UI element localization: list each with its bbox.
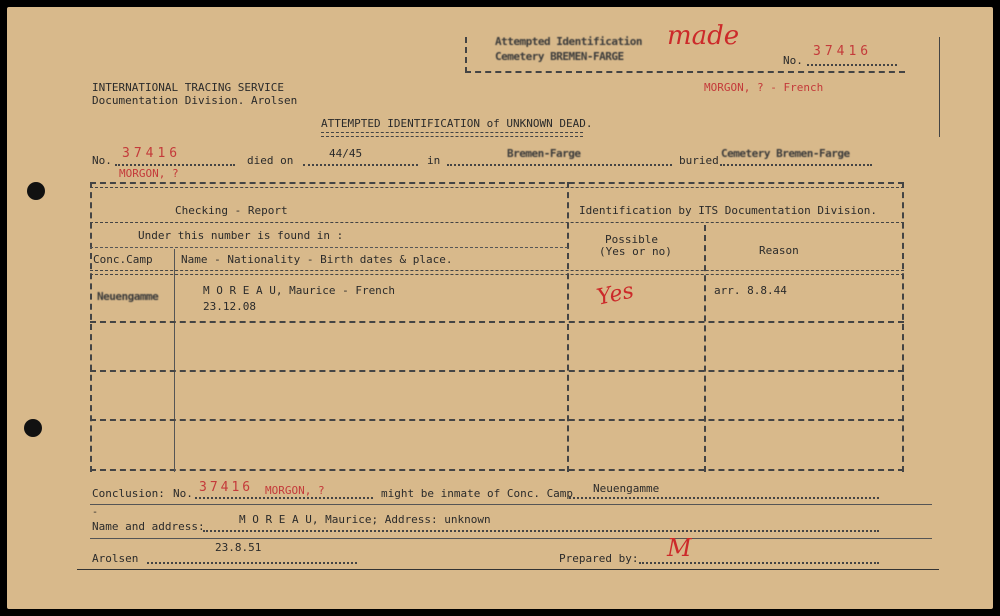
conclusion-no-label: No. [173, 487, 193, 500]
conclusion-mid-text: might be inmate of Conc. Camp [381, 487, 574, 500]
possible-label-2: (Yes or no) [599, 245, 672, 258]
row-name: M O R E A U, Maurice - French [203, 284, 396, 297]
checking-report-heading: Checking - Report [175, 204, 288, 217]
footer-date: 23.8.51 [215, 541, 262, 554]
name-address-value: M O R E A U, Maurice; Address: unknown [239, 513, 491, 526]
name-address-rule [90, 538, 932, 539]
found-in-label: Under this number is found in : [138, 229, 344, 242]
conclusion-label: Conclusion: [92, 487, 165, 500]
in-value: Bremen-Farge [507, 147, 581, 160]
row-rule-2 [90, 370, 904, 372]
page-title: ATTEMPTED IDENTIFICATION of UNKNOWN DEAD. [321, 117, 593, 130]
stamp-line2: Cemetery BREMEN-FARGE [495, 50, 624, 63]
table-camp-divider [174, 249, 175, 472]
record-no-value: 37416 [122, 146, 182, 161]
title-underline-2 [321, 136, 583, 137]
col-name-header: Name - Nationality - Birth dates & place. [181, 253, 453, 266]
conclusion-name: MORGON, ? [265, 484, 325, 497]
stamp-handwritten-note: made [667, 21, 740, 51]
header-no-value: 37416 [813, 44, 873, 59]
conclusion-camp-dots [569, 497, 879, 499]
identification-heading: Identification by ITS Documentation Division. [579, 204, 878, 217]
row-rule-3 [90, 419, 904, 421]
bottom-rule [77, 569, 939, 570]
org-line1: INTERNATIONAL TRACING SERVICE [92, 81, 285, 94]
dash-mark: - [92, 507, 99, 518]
header-bottom-rule-2 [90, 274, 904, 275]
table-left-border [90, 182, 92, 472]
header-bottom-rule-1 [90, 270, 904, 271]
conclusion-no-dots [195, 497, 373, 499]
prepared-by-dots [639, 562, 879, 564]
in-dots [447, 164, 672, 166]
died-value: 44/45 [329, 147, 363, 160]
footer-place-dots [147, 562, 357, 564]
subheader-rule [90, 247, 568, 248]
reason-header: Reason [759, 244, 799, 257]
table-middle-divider [567, 182, 569, 472]
table-reason-divider [704, 225, 706, 472]
stamp-line1: Attempted Identification [495, 35, 642, 48]
table-bottom-border [90, 469, 904, 471]
table-top-border [90, 182, 904, 184]
row-camp: Neuengamme [97, 290, 159, 303]
prepared-by-label: Prepared by: [559, 552, 639, 565]
table-top-border-2 [90, 187, 904, 188]
conclusion-rule [90, 504, 932, 505]
header-no-dots [807, 64, 897, 66]
record-no-label: No. [92, 154, 112, 167]
row-reason: arr. 8.8.44 [714, 284, 787, 297]
name-address-label: Name and address: [92, 520, 205, 533]
punch-hole-top [27, 182, 45, 200]
document-card [7, 7, 993, 609]
died-label: died on [247, 154, 294, 167]
right-edge-line [939, 37, 940, 137]
title-underline-1 [321, 132, 583, 133]
buried-dots [720, 164, 872, 166]
red-name-header: MORGON, ? - French [704, 81, 824, 94]
buried-label: buried [679, 154, 719, 167]
possible-label-1: Possible [605, 233, 658, 246]
name-address-dots [203, 530, 879, 532]
record-sub-name: MORGON, ? [119, 167, 179, 180]
row-rule-1 [90, 321, 904, 323]
punch-hole-bottom [24, 419, 42, 437]
row-possible: Yes [594, 278, 637, 311]
table-right-border [902, 182, 904, 472]
row-birth: 23.12.08 [203, 300, 256, 313]
died-dots [303, 164, 418, 166]
in-label: in [427, 154, 441, 167]
heading-rule [90, 222, 904, 223]
conclusion-camp-value: Neuengamme [593, 482, 660, 495]
conclusion-no-value: 37416 [199, 480, 254, 495]
record-no-dots [115, 164, 235, 166]
prepared-by-initial: M [667, 534, 692, 562]
footer-place: Arolsen [92, 552, 139, 565]
stamp-box-left [465, 37, 467, 73]
stamp-box-bottom [465, 71, 905, 73]
header-no-label: No. [783, 54, 803, 67]
org-line2: Documentation Division. Arolsen [92, 94, 298, 107]
buried-value: Cemetery Bremen-Farge [721, 147, 850, 160]
col-camp-header: Conc.Camp [93, 253, 153, 266]
